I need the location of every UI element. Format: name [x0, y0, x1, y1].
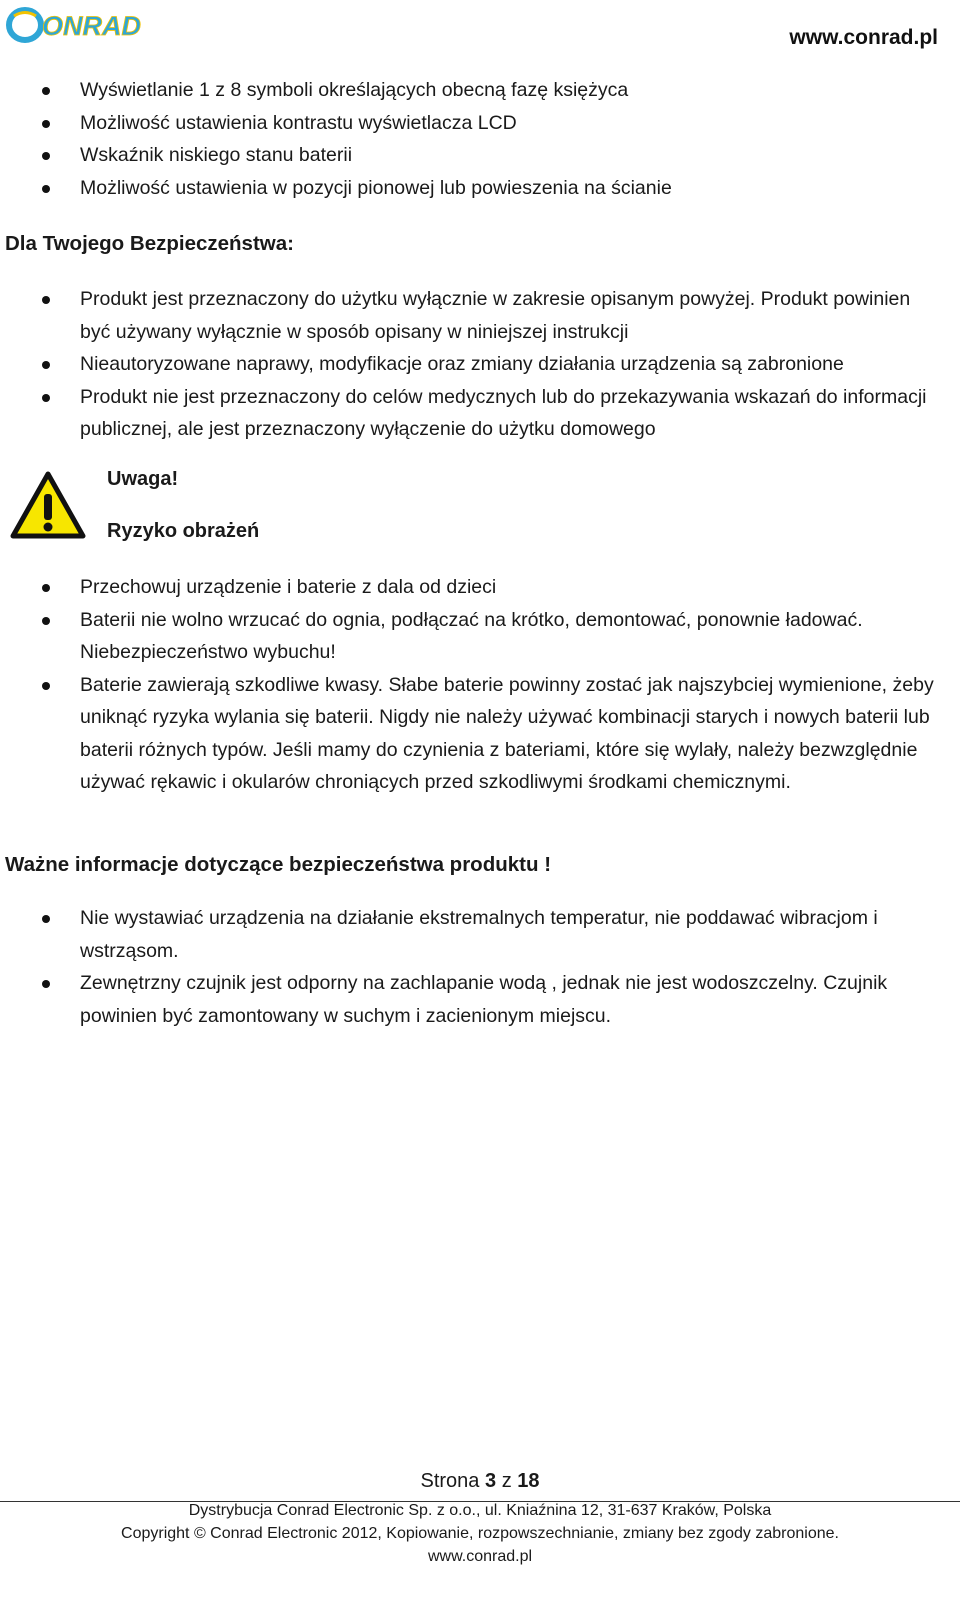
- list-item: Nie wystawiać urządzenia na działanie ekstremalnych temperatur, nie poddawać wibracjom i wstrząsom.: [0, 902, 960, 967]
- warning-title: Uwaga!: [107, 468, 179, 490]
- list-item: Zewnętrzny czujnik jest odporny na zachlapanie wodą , jednak nie jest wodoszczelny. Czujnik powinien być zamontowany w suchym i zacienionym miejscu.: [0, 967, 960, 1032]
- page-separator: z: [501, 1470, 512, 1492]
- warning-triangle-icon: [10, 470, 86, 540]
- page-number: [0, 1470, 960, 1493]
- list-item: Produkt nie jest przeznaczony do celów medycznych lub do przekazywania wskazań do informacji publicznej, ale jest przeznaczony wyłączenie do użytku domowego: [0, 381, 960, 446]
- list-item: Wyświetlanie 1 z 8 symboli określających obecną fazę księżyca: [0, 74, 960, 107]
- svg-text:ONRAD: ONRAD: [42, 11, 141, 41]
- site-url[interactable]: www.conrad.pl: [789, 26, 938, 49]
- list-item: Produkt jest przeznaczony do użytku wyłącznie w zakresie opisanym powyżej. Produkt powinien być używany wyłącznie w sposób opisany w niniejszej instrukcji: [0, 283, 960, 348]
- safety-list: [0, 283, 960, 446]
- important-list: [0, 902, 960, 1032]
- list-item: Baterie zawierają szkodliwe kwasy. Słabe baterie powinny zostać jak najszybciej wymienione, żeby uniknąć ryzyka wylania się baterii. Nigdy nie należy używać kombinacji starych i nowych baterii lub baterii różnych typów. Jeśli mamy do czynienia z bateriami, które się wylały, należy bezwzględnie używać rękawic i okularów chroniących przed szkodliwymi środkami chemicznymi.: [0, 669, 960, 799]
- warning-list: [0, 571, 960, 799]
- important-section: [0, 902, 960, 1032]
- page-total: 18: [517, 1470, 540, 1492]
- footer-distribution: Dystrybucja Conrad Electronic Sp. z o.o., ul. Kniaźnina 12, 31-637 Kraków, Polska: [188, 1502, 772, 1519]
- footer-copyright: Copyright © Conrad Electronic 2012, Kopiowanie, rozpowszechnianie, zmiany bez zgody zabronione.: [121, 1525, 839, 1542]
- safety-section: [0, 283, 960, 446]
- list-item: Wskaźnik niskiego stanu baterii: [0, 139, 960, 172]
- features-list: [0, 74, 960, 204]
- page-label: Strona: [420, 1470, 480, 1492]
- page-current: 3: [485, 1470, 497, 1492]
- warning-subtitle: Ryzyko obrażeń: [107, 520, 260, 542]
- warning-section: [0, 571, 960, 799]
- footer-url[interactable]: www.conrad.pl: [427, 1548, 533, 1565]
- conrad-logo: [6, 4, 166, 44]
- important-heading: Ważne informacje dotyczące bezpieczeństwa produktu !: [5, 853, 552, 876]
- list-item: Przechowuj urządzenie i baterie z dala od dzieci: [0, 571, 960, 604]
- list-item: Możliwość ustawienia w pozycji pionowej lub powieszenia na ścianie: [0, 172, 960, 205]
- features-section: [0, 74, 960, 204]
- list-item: Baterii nie wolno wrzucać do ognia, podłączać na krótko, demontować, ponownie ładować. Niebezpieczeństwo wybuchu!: [0, 604, 960, 669]
- list-item: Możliwość ustawienia kontrastu wyświetlacza LCD: [0, 107, 960, 140]
- list-item: Nieautoryzowane naprawy, modyfikacje oraz zmiany działania urządzenia są zabronione: [0, 348, 960, 381]
- safety-heading: Dla Twojego Bezpieczeństwa:: [5, 232, 294, 255]
